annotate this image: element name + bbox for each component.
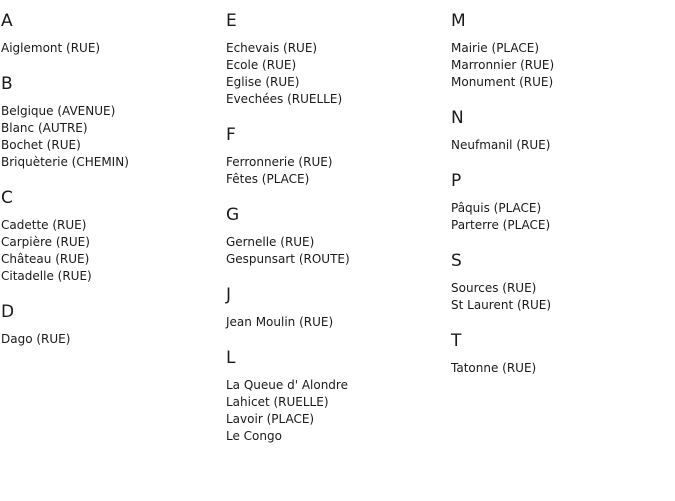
street-link[interactable]: Neufmanil (RUE) — [451, 138, 551, 152]
street-link[interactable]: Lavoir (PLACE) — [226, 412, 315, 426]
street-link[interactable]: Lahicet (RUELLE) — [226, 395, 329, 409]
street-link[interactable]: Jean Moulin (RUE) — [226, 315, 334, 329]
letter-group-t — [451, 329, 671, 377]
letter-heading-a: A — [1, 11, 13, 31]
street-link[interactable]: Monument (RUE) — [451, 75, 554, 89]
street-link[interactable]: Marronnier (RUE) — [451, 58, 555, 72]
letter-group-f — [226, 123, 446, 188]
street-link[interactable]: Evechées (RUELLE) — [226, 92, 343, 106]
letter-heading-f: F — [226, 125, 236, 145]
letter-heading-n: N — [451, 108, 464, 128]
street-link[interactable]: Belgique (AVENUE) — [1, 104, 116, 118]
street-link[interactable]: Gernelle (RUE) — [226, 235, 315, 249]
street-link[interactable]: Citadelle (RUE) — [1, 269, 92, 283]
street-link[interactable]: Mairie (PLACE) — [451, 41, 540, 55]
letter-group-n — [451, 106, 671, 154]
street-link[interactable]: Aiglemont (RUE) — [1, 41, 101, 55]
street-link[interactable]: Pâquis (PLACE) — [451, 201, 542, 215]
column-1 — [1, 9, 221, 363]
letter-heading-s: S — [451, 251, 462, 271]
letter-heading-l: L — [226, 348, 236, 368]
letter-group-b — [1, 72, 221, 171]
letter-group-j — [226, 283, 446, 331]
street-link[interactable]: La Queue d' Alondre — [226, 378, 348, 392]
street-link[interactable]: Château (RUE) — [1, 252, 90, 266]
street-link[interactable]: Blanc (AUTRE) — [1, 121, 88, 135]
letter-heading-t: T — [451, 331, 462, 351]
letter-heading-p: P — [451, 171, 462, 191]
street-link[interactable]: Le Congo — [226, 429, 282, 443]
letter-heading-c: C — [1, 188, 13, 208]
letter-group-l — [226, 346, 446, 445]
street-link[interactable]: Ecole (RUE) — [226, 58, 297, 72]
letter-heading-j: J — [226, 285, 232, 305]
street-link[interactable]: Ferronnerie (RUE) — [226, 155, 333, 169]
street-link[interactable]: Parterre (PLACE) — [451, 218, 551, 232]
street-link[interactable]: Bochet (RUE) — [1, 138, 81, 152]
street-link[interactable]: Fêtes (PLACE) — [226, 172, 310, 186]
letter-group-e — [226, 9, 446, 108]
letter-group-d — [1, 300, 221, 348]
letter-group-p — [451, 169, 671, 234]
street-link[interactable]: Tatonne (RUE) — [451, 361, 537, 375]
letter-group-m — [451, 9, 671, 91]
street-link[interactable]: Eglise (RUE) — [226, 75, 300, 89]
letter-heading-m: M — [451, 11, 466, 31]
street-link[interactable]: Carpière (RUE) — [1, 235, 90, 249]
street-link[interactable]: Gespunsart (ROUTE) — [226, 252, 350, 266]
column-2 — [226, 9, 446, 460]
letter-heading-d: D — [1, 302, 15, 322]
letter-group-s — [451, 249, 671, 314]
letter-heading-e: E — [226, 11, 237, 31]
column-3 — [451, 9, 671, 392]
letter-group-a — [1, 9, 221, 57]
street-link[interactable]: Briquèterie (CHEMIN) — [1, 155, 129, 169]
letter-group-c — [1, 186, 221, 285]
letter-group-g — [226, 203, 446, 268]
street-link[interactable]: St Laurent (RUE) — [451, 298, 552, 312]
letter-heading-b: B — [1, 74, 13, 94]
street-link[interactable]: Cadette (RUE) — [1, 218, 87, 232]
street-link[interactable]: Echevais (RUE) — [226, 41, 318, 55]
street-link[interactable]: Sources (RUE) — [451, 281, 537, 295]
letter-heading-g: G — [226, 205, 240, 225]
street-link[interactable]: Dago (RUE) — [1, 332, 71, 346]
